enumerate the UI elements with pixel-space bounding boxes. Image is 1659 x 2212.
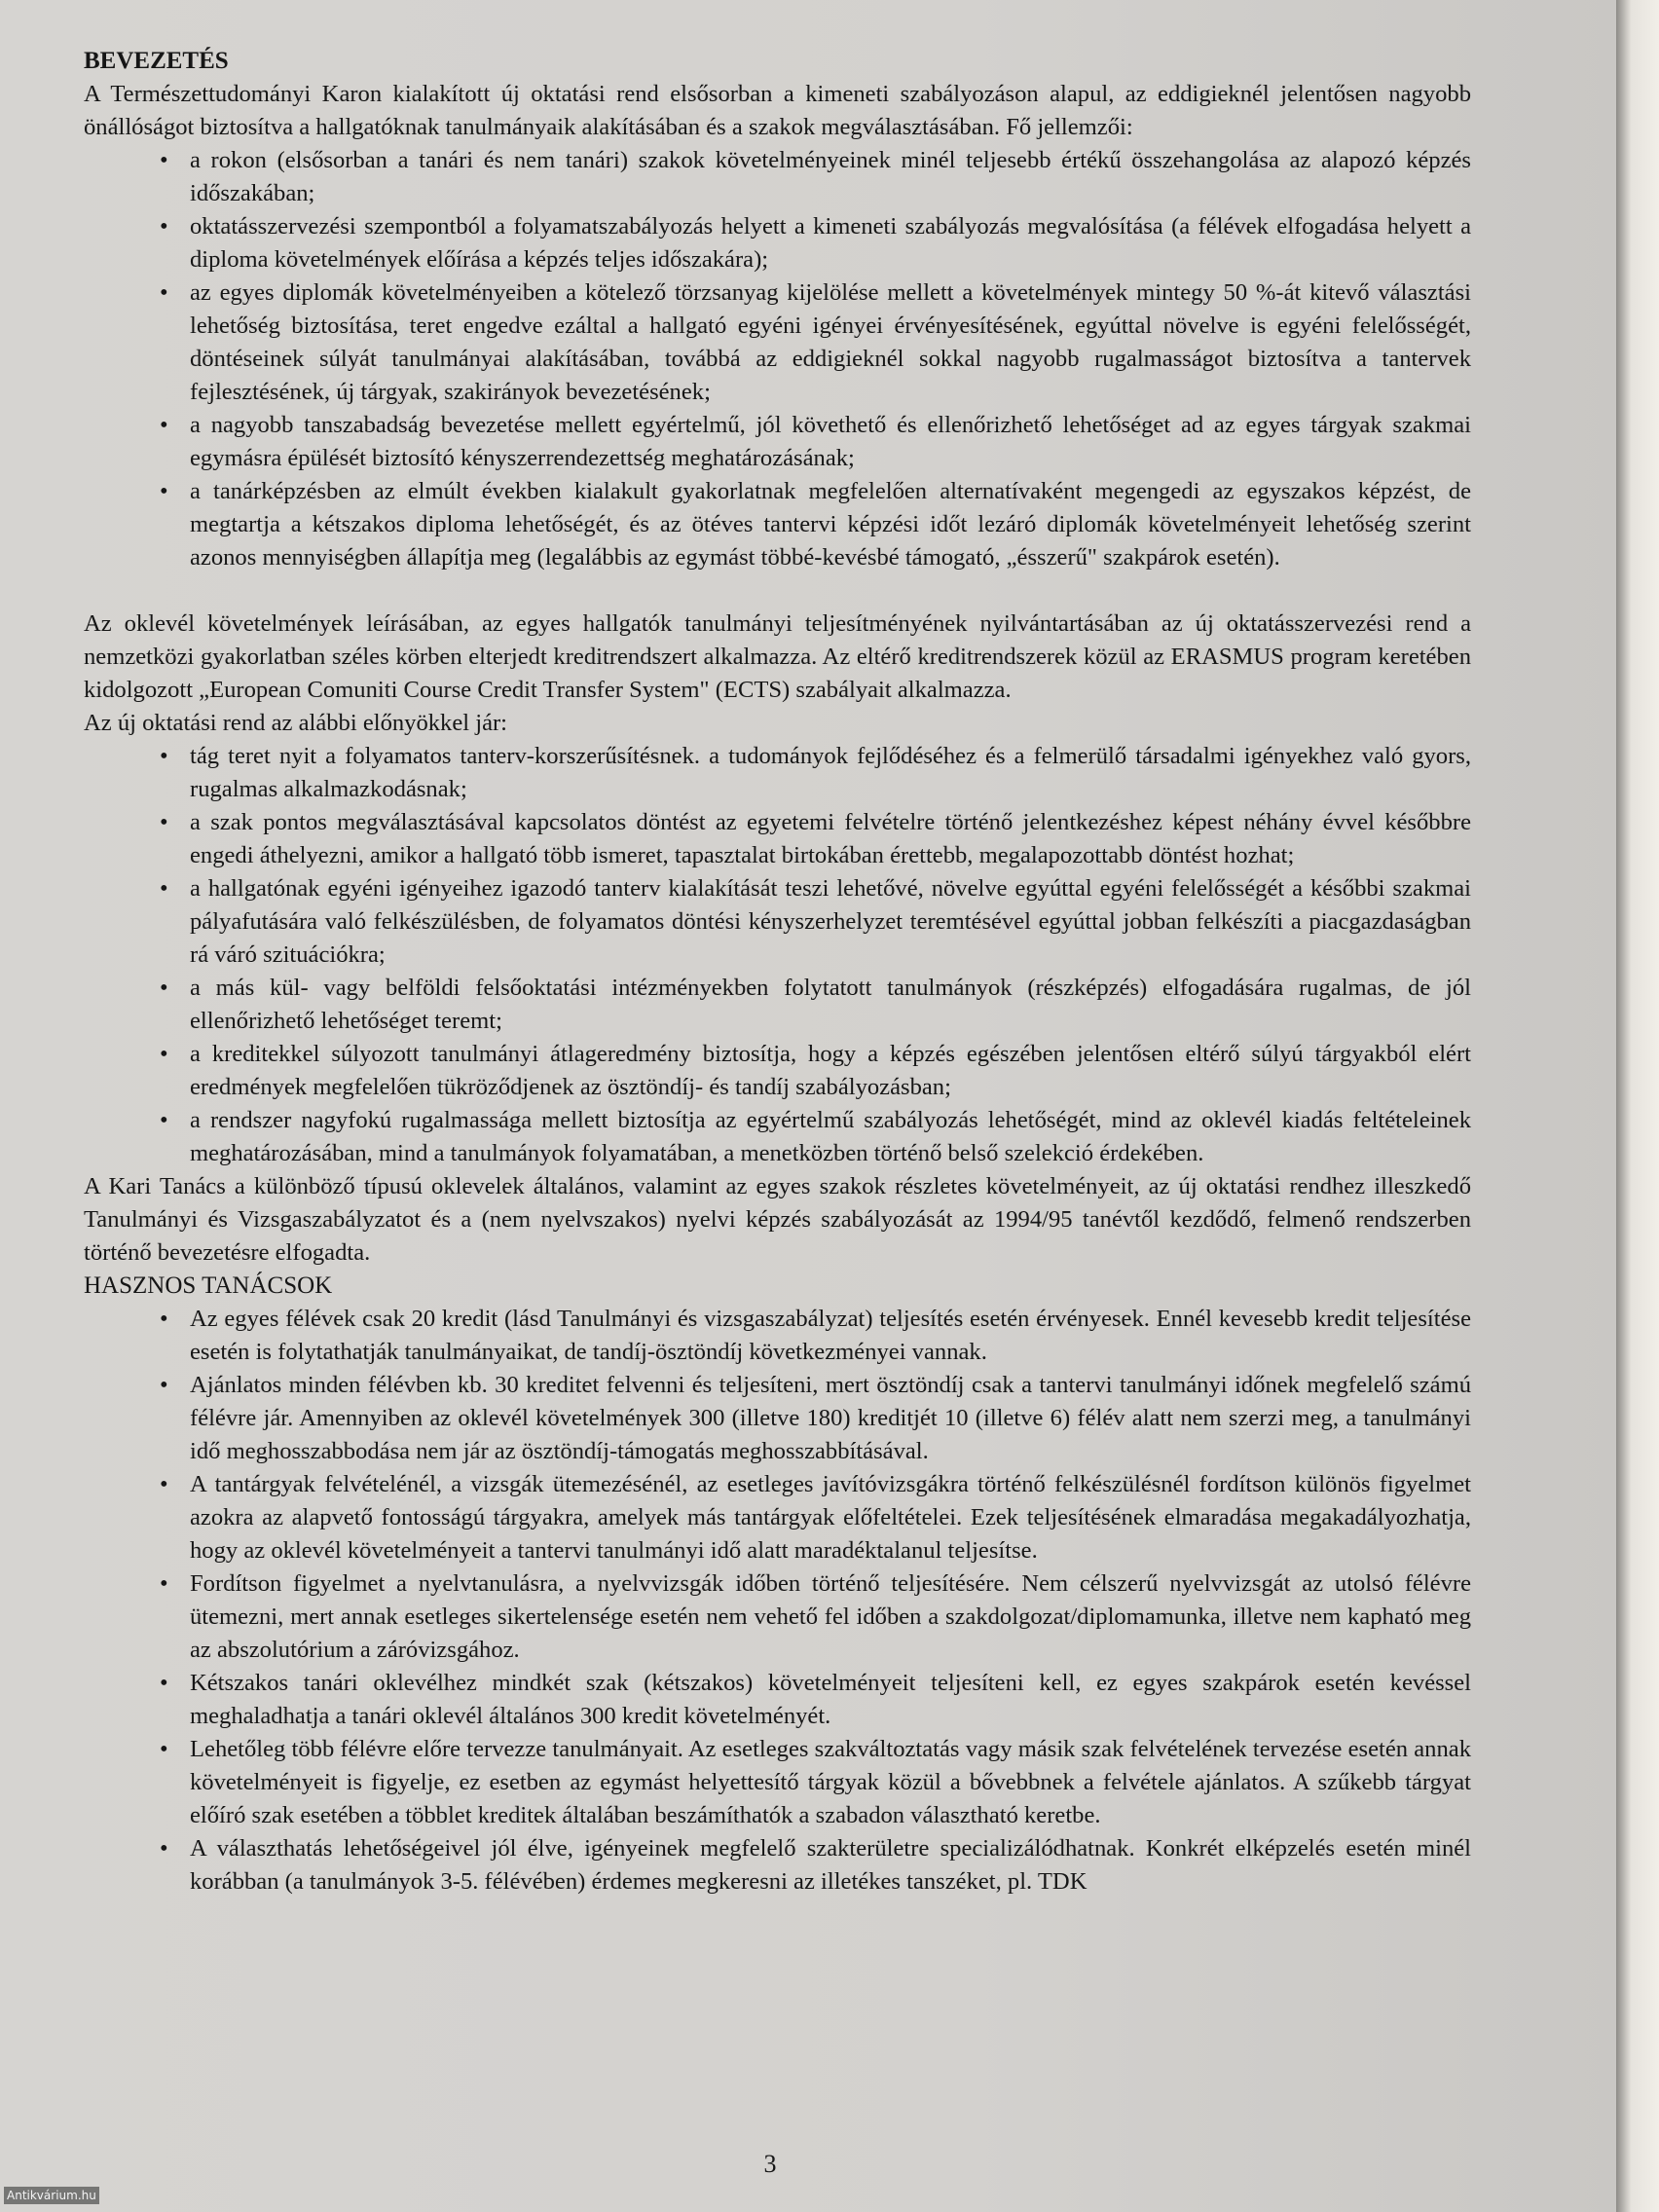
bullet-icon: • [160,1670,168,1696]
bullet-icon: • [160,875,168,902]
page-edge [1616,0,1659,2212]
list-item-text: a nagyobb tanszabadság bevezetése mellett egyértelmű, jól követhető és ellenőrizhető lehetőséget ad az egyes tárgyak szakmai egymásra épülését biztosító kényszerrendezettség meghatározásának; [190,412,1471,471]
bullet-icon: • [160,147,168,173]
list-item-text: A választhatás lehetőségeivel jól élve, igényeinek megfelelő szakterületre specializálódhatnak. Konkrét elképzelés esetén minél korábban (a tanulmányok 3-5. félévében) érdemes megkeresni az illetékes tanszéket, pl. TDK [190,1835,1471,1895]
list-item [84,1038,1471,1104]
intro-heading: BEVEZETÉS [84,48,229,74]
list-item [84,1104,1471,1170]
list-item [84,475,1471,574]
list-item [84,144,1471,210]
bullet-icon: • [160,1107,168,1133]
list-item [84,409,1471,475]
bullet-icon: • [160,412,168,438]
document-body [84,45,1471,1899]
list-item [84,806,1471,872]
tips-bullet-list [84,1303,1471,1899]
list-item [84,972,1471,1038]
tips-heading: HASZNOS TANÁCSOK [84,1272,333,1299]
bullet-icon: • [160,809,168,835]
list-item [84,1733,1471,1832]
list-item-text: a más kül- vagy belföldi felsőoktatási intézményekben folytatott tanulmányok (részképzés) elfogadására rugalmas, de jól ellenőrizhető lehetőséget teremt; [190,975,1471,1034]
list-item-text: a rendszer nagyfokú rugalmassága mellett biztosítja az egyértelmű szabályozás lehetőségét, mind az oklevél kiadás feltételeinek meghatározásában, mind a tanulmányok folyamatában, a menetközben történő belső szelekció érdekében. [190,1107,1471,1166]
list-item [84,1303,1471,1369]
bullet-icon: • [160,279,168,306]
closing-paragraph: A Kari Tanács a különböző típusú oklevelek általános, valamint az egyes szakok részletes követelményeit, az új oktatási rendhez illeszkedő Tanulmányi és Vizsgaszabályzatot és a (nem nyelvszakos) nyelvi képzés szabályozását az 1994/95 tanévtől kezdődő, felmenő rendszerben történő bevezetésre elfogadta. [84,1173,1471,1266]
bullet-icon: • [160,1471,168,1497]
bullet-icon: • [160,1570,168,1597]
list-item-text: a szak pontos megválasztásával kapcsolatos döntést az egyetemi felvételre történő jelentkezéshez képest néhány évvel későbbre engedi áthelyezni, amikor a hallgató több ismeret, tapasztalat birtokában érettebb, megalapozottabb döntést hozhat; [190,809,1471,868]
list-item-text: Fordítson figyelmet a nyelvtanulásra, a nyelvvizsgák időben történő teljesítésére. Nem célszerű nyelvvizsgát az utolsó félévre ütemezni, mert annak esetleges sikertelensége esetén nem vehető fel időben a szakdolgozat/diplomamunka, illetve nem kapható meg az abszolutórium a záróvizsgához. [190,1570,1471,1663]
list-item [84,1567,1471,1667]
intro-paragraph: A Természettudományi Karon kialakított új oktatási rend elsősorban a kimeneti szabályozáson alapul, az eddigieknél jelentősen nagyobb önállóságot biztosítva a hallgatóknak tanulmányaik alakításában és a szakok megválasztásában. Fő jellemzői: [84,81,1471,140]
bullet-icon: • [160,1372,168,1398]
bullet-icon: • [160,478,168,504]
list-item-text: az egyes diplomák követelményeiben a kötelező törzsanyag kijelölése mellett a követelmények mintegy 50 %-át kitevő választási lehetőség biztosítása, teret engedve ezáltal a hallgató egyéni igényei érvényesítésének, egyúttal növelve is egyéni felelősségét, döntéseinek súlyát tanulmányai alakításában, továbbá az eddigieknél sokkal nagyobb rugalmasságot biztosítva a tantervek fejlesztésének, új tárgyak, szakirányok bevezetésének; [190,279,1471,405]
list-item-text: a tanárképzésben az elmúlt években kialakult gyakorlatnak megfelelően alternatívaként megengedi az egyszakos képzést, de megtartja a kétszakos diploma lehetőségét, és az ötéves tantervi képzési időt lezáró diplomák követelményeit lehetőség szerint azonos mennyiségben állapítja meg (legalábbis az egymást többé-kevésbé támogató, „ésszerű" szakpárok esetén). [190,478,1471,571]
list-item [84,1468,1471,1567]
list-item-text: Kétszakos tanári oklevélhez mindkét szak (kétszakos) követelményeit teljesíteni kell, ez egyes szakpárok esetén kevéssel meghaladhatja a tanári oklevél általános 300 kredit követelményét. [190,1670,1471,1729]
list-item-text: A tantárgyak felvételénél, a vizsgák ütemezésénél, az esetleges javítóvizsgákra történő felkészülésnél fordítson különös figyelmet azokra az alapvető fontosságú tárgyakra, amelyek más tantárgyak előfeltételei. Ezek teljesítésének elmaradása megakadályozhatja, hogy az oklevél követelményeit a tantervi tanulmányi idő alatt maradéktalanul teljesítse. [190,1471,1471,1564]
bullet-icon: • [160,1306,168,1332]
credit-paragraph: Az oklevél követelmények leírásában, az egyes hallgatók tanulmányi teljesítményének nyilvántartásában az új oktatásszervezési rend a nemzetközi gyakorlatban széles körben elterjedt kreditrendszert alkalmazza. Az eltérő kreditrendszerek közül az ERASMUS program keretében kidolgozott „European Comuniti Course Credit Transfer System" (ECTS) szabályait alkalmazza. [84,610,1471,703]
advantages-intro: Az új oktatási rend az alábbi előnyökkel jár: [84,710,508,736]
list-item-text: a rokon (elsősorban a tanári és nem tanári) szakok követelményeinek minél teljesebb értékű összehangolása az alapozó képzés időszakában; [190,147,1471,206]
watermark-logo: Antikvárium.hu [4,2187,99,2204]
bullet-icon: • [160,213,168,240]
list-item-text: oktatásszervezési szempontból a folyamatszabályozás helyett a kimeneti szabályozás megvalósítása (a félévek elfogadása helyett a diploma követelmények előírása a képzés teljes időszakára); [190,213,1471,273]
list-item [84,1667,1471,1733]
list-item-text: Az egyes félévek csak 20 kredit (lásd Tanulmányi és vizsgaszabályzat) teljesítés esetén érvényesek. Ennél kevesebb kredit teljesítése esetén is folytathatják tanulmányaikat, de tandíj-ösztöndíj következményei vannak. [190,1306,1471,1365]
bullet-icon: • [160,975,168,1001]
intro-bullet-list [84,144,1471,574]
list-item [84,1369,1471,1468]
list-item [84,1832,1471,1899]
list-item-text: a kreditekkel súlyozott tanulmányi átlageredmény biztosítja, hogy a képzés egészében jelentősen eltérő súlyú tárgyakból elért eredmények megfelelően tükröződjenek az ösztöndíj- és tandíj szabályozásban; [190,1041,1471,1100]
bullet-icon: • [160,743,168,769]
bullet-icon: • [160,1736,168,1762]
list-item-text: Lehetőleg több félévre előre tervezze tanulmányait. Az esetleges szakváltoztatás vagy másik szak felvételének tervezése esetén annak követelményeit is figyelje, ez esetben az egymást helyettesítő tárgyak közül a bővebbnek a felvétele ajánlatos. A szűkebb tárgyat előíró szak esetében a többlet kreditek általában beszámíthatók a szabadon választható keretbe. [190,1736,1471,1828]
list-item-text: tág teret nyit a folyamatos tanterv-korszerűsítésnek. a tudományok fejlődéséhez és a felmerülő társadalmi igényekhez való gyors, rugalmas alkalmazkodásnak; [190,743,1471,802]
list-item [84,872,1471,972]
bullet-icon: • [160,1041,168,1067]
paragraph-gap [84,574,1471,608]
bullet-icon: • [160,1835,168,1862]
list-item [84,740,1471,806]
list-item-text: a hallgatónak egyéni igényeihez igazodó tanterv kialakítását teszi lehetővé, növelve egyúttal egyéni felelősségét a későbbi szakmai pályafutására való felkészülésben, de folyamatos döntési kényszerhelyzet teremtésével egyúttal jobban felkészíti a piacgazdaságban rá váró szituációkra; [190,875,1471,968]
list-item [84,210,1471,276]
list-item [84,276,1471,409]
list-item-text: Ajánlatos minden félévben kb. 30 kreditet felvenni és teljesíteni, mert ösztöndíj csak a tantervi tanulmányi időnek megfelelő számú félévre jár. Amennyiben az oklevél követelmények 300 (illetve 180) kreditjét 10 (illetve 6) félév alatt nem szerzi meg, a tanulmányi idő meghosszabbodása nem jár az ösztöndíj-támogatás meghosszabbításával. [190,1372,1471,1464]
page-number: 3 [763,2150,777,2178]
advantages-bullet-list [84,740,1471,1170]
